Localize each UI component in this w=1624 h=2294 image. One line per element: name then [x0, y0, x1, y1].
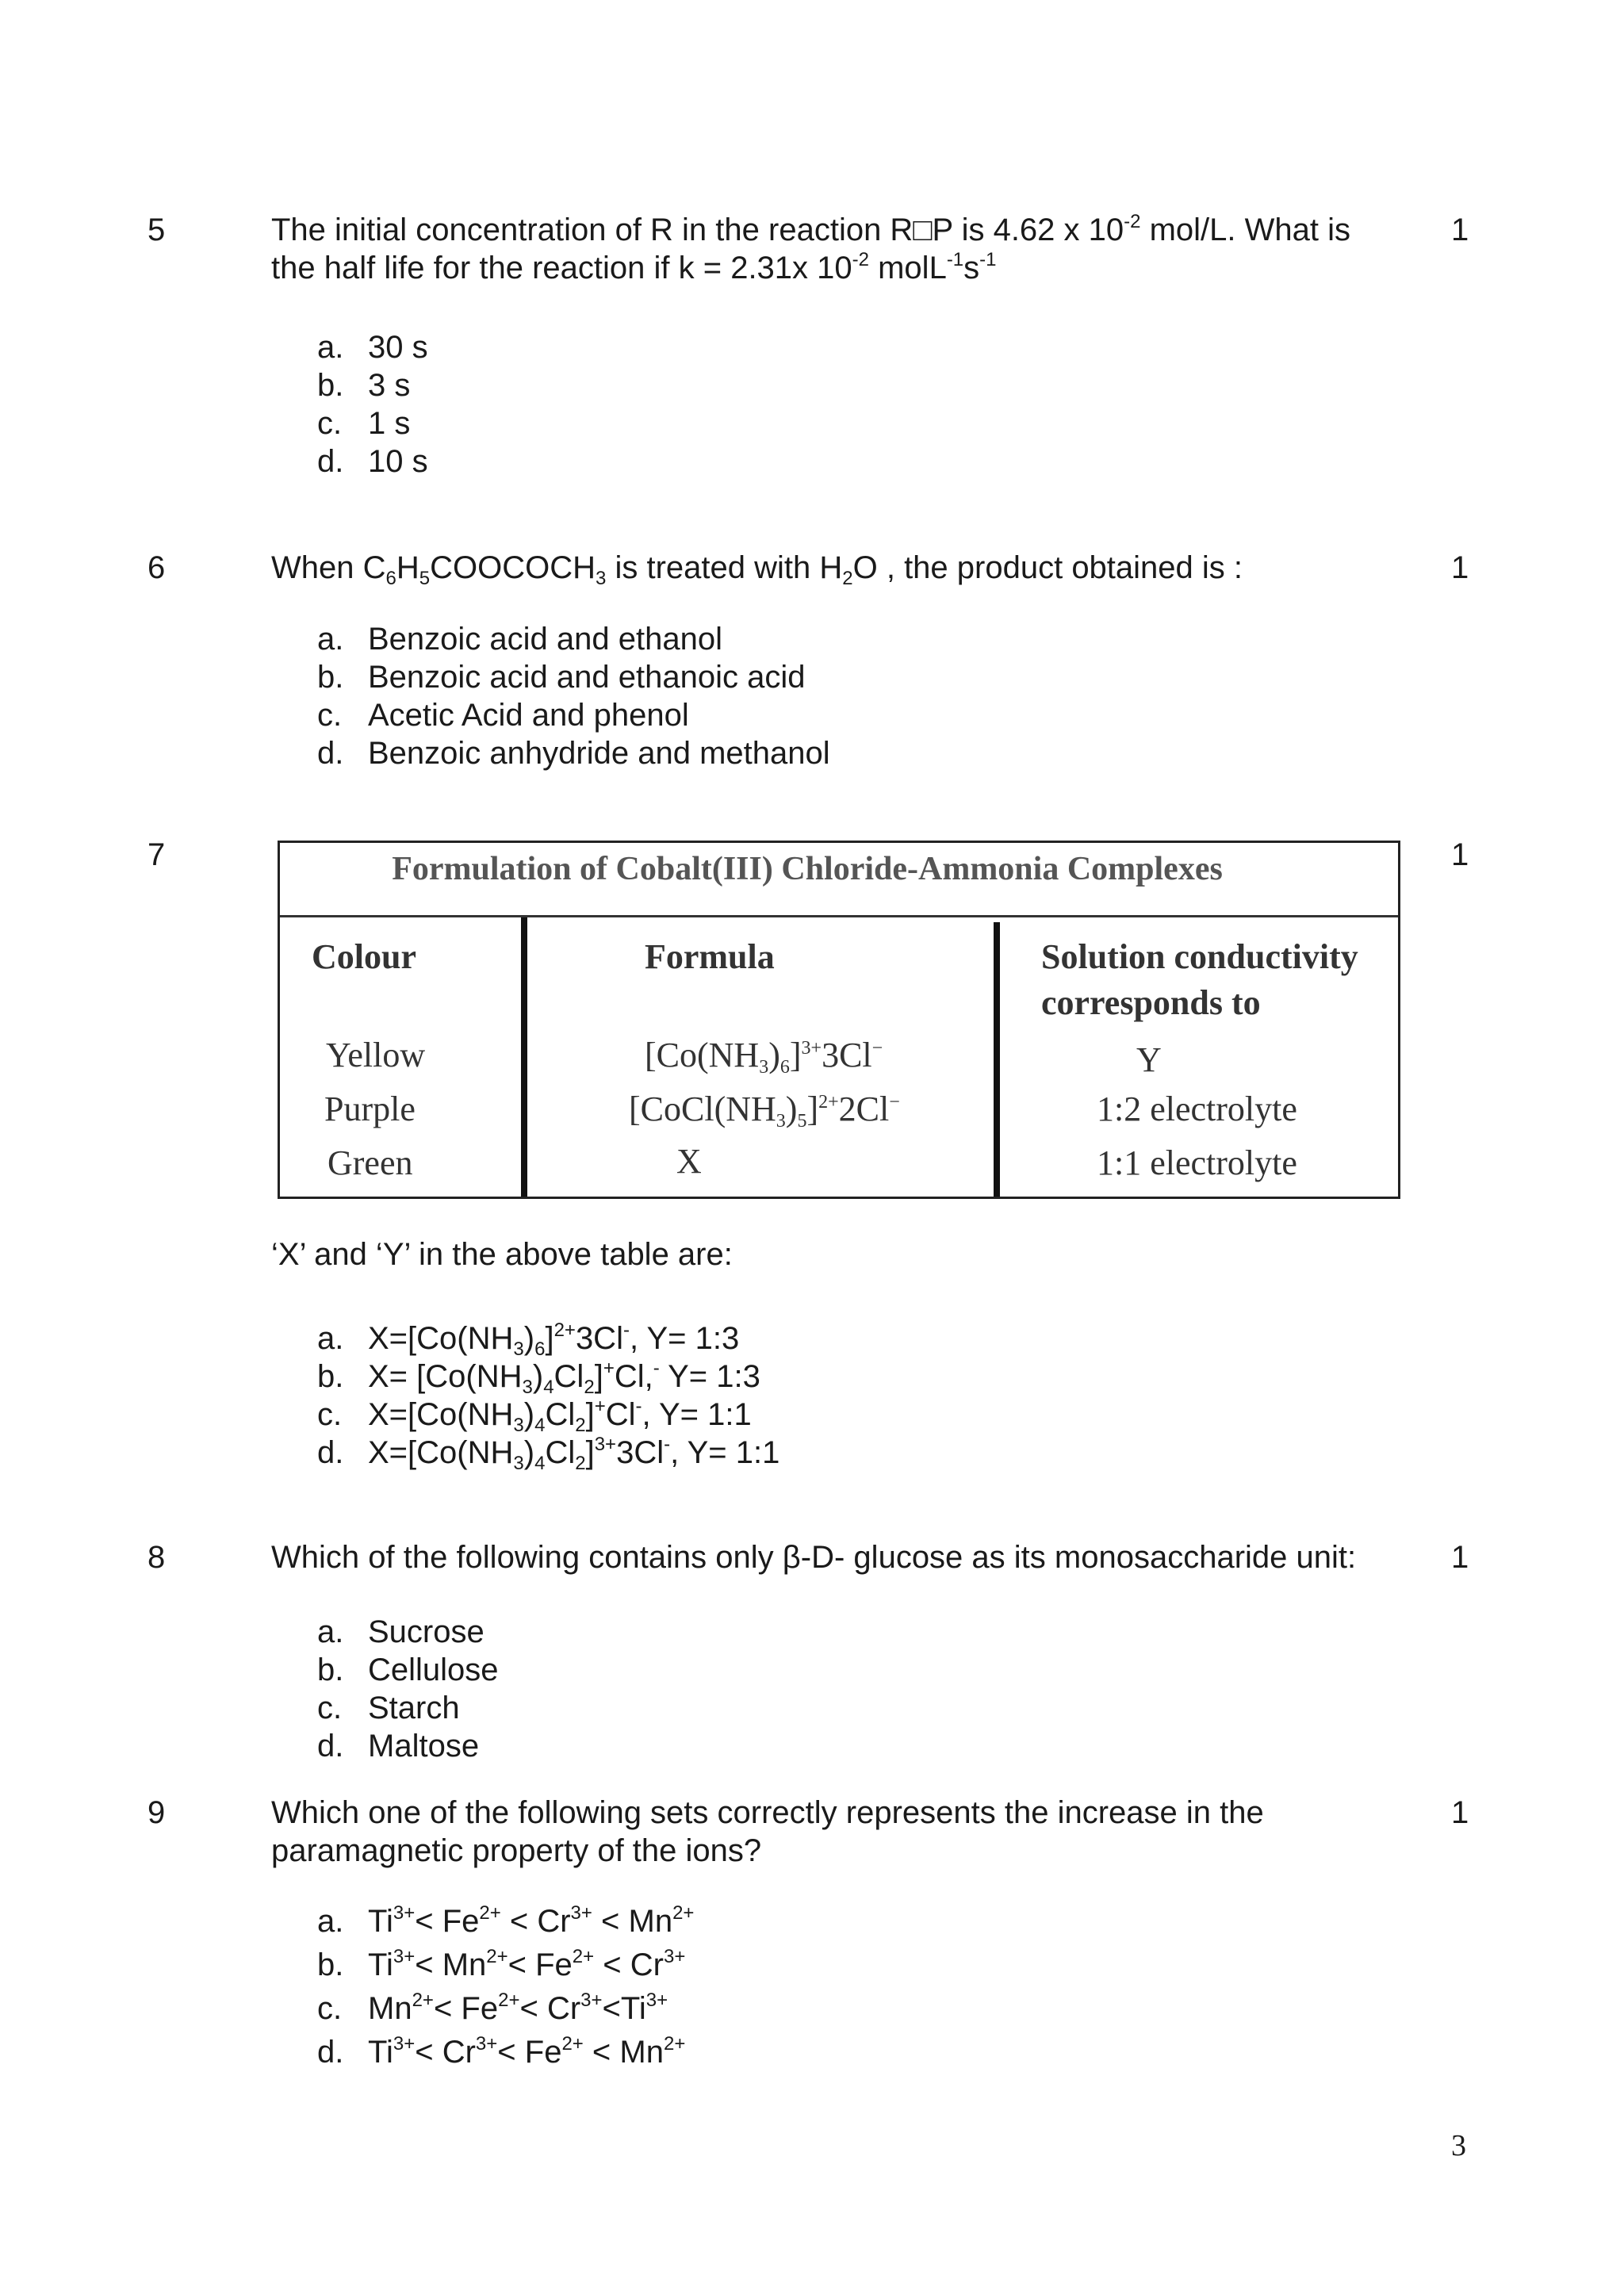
option-c: c. 1 s — [317, 406, 411, 441]
page-number: 3 — [1451, 2129, 1466, 2162]
option-d: d. Maltose — [317, 1729, 480, 1764]
question-marks: 1 — [1451, 1540, 1469, 1575]
option-a: a. 30 s — [317, 330, 428, 365]
question-marks: 1 — [1451, 1795, 1469, 1830]
row-purple-conductivity: 1:2 electrolyte — [1097, 1090, 1297, 1128]
row-green-colour: Green — [327, 1143, 413, 1182]
question-text: When $C_6H_5COOCOCH_3$ is treated with $H_2O$ , the product obtained is : — [271, 550, 1243, 589]
option-d: d. 10 s — [317, 444, 428, 479]
question-stem: ‘X’ and ‘Y’ in the above table are: — [271, 1237, 733, 1272]
row-yellow-conductivity: Y — [1136, 1040, 1162, 1079]
column-divider — [521, 917, 527, 1197]
options-list — [317, 620, 830, 772]
complexes-table — [278, 841, 1400, 1199]
question-text: Which one of the following sets correctly represents the increase in the paramagnetic property of the ions? — [271, 1795, 1264, 1868]
option-b: b. 3 s — [317, 368, 411, 403]
header-formula: Formula — [645, 937, 775, 976]
option-b: b. Benzoic acid and ethanoic acid — [317, 660, 806, 695]
question-text: Which of the following contains only β-D- glucose as its monosaccharide unit: — [271, 1540, 1357, 1575]
options-list — [317, 1319, 779, 1472]
option-a: a. $X=[Co(NH_3)_6]^{2+}3Cl^-$, Y= 1:3 — [317, 1319, 740, 1360]
row-green-formula: X — [676, 1142, 702, 1181]
option-a: a. Sucrose — [317, 1614, 485, 1649]
option-c: c. Starch — [317, 1691, 460, 1725]
row-yellow-formula: $[Co(NH_3)_6]^{3+}3Cl^-$ — [645, 1036, 883, 1078]
options-list — [317, 1613, 499, 1765]
question-marks: 1 — [1451, 550, 1469, 585]
option-b: b. Cellulose — [317, 1653, 499, 1687]
option-c: c. $X=[Co(NH_3)_4Cl_2]^+Cl^-$, Y= 1:1 — [317, 1396, 752, 1436]
options-list — [317, 328, 428, 481]
question-number: 9 — [147, 1795, 166, 1830]
option-b: b. $X= [Co(NH_3)_4Cl_2]^+Cl,^-$ Y= 1:3 — [317, 1358, 760, 1398]
row-green-conductivity: 1:1 electrolyte — [1097, 1143, 1297, 1182]
option-c: c. $Mn^{2+}< Fe^{2+}< Cr^{3+}<Ti^{3+}$ — [317, 1990, 668, 2026]
question-number: 8 — [147, 1540, 166, 1575]
row-yellow-colour: Yellow — [326, 1036, 426, 1074]
question-number: 7 — [147, 837, 166, 872]
option-a: a. Benzoic acid and ethanol — [317, 622, 722, 657]
column-divider — [994, 922, 1000, 1197]
question-number: 6 — [147, 550, 166, 585]
options-list — [317, 1900, 694, 2074]
question-number: 5 — [147, 213, 166, 247]
row-purple-formula: $[CoCl(NH_3)_5]^{2+}2Cl^-$ — [629, 1090, 900, 1132]
option-d: d. Benzoic anhydride and methanol — [317, 736, 830, 771]
table-title: Formulation of Cobalt(III) Chloride-Ammonia Complexes — [280, 843, 1398, 917]
header-conductivity: Solution conductivity — [1041, 937, 1358, 976]
header-conductivity-line2: corresponds to — [1041, 983, 1261, 1022]
header-colour: Colour — [312, 937, 416, 976]
question-marks: 1 — [1451, 837, 1469, 872]
option-d: d. $Ti^{3+}< Cr^{3+}< Fe^{2+} < Mn^{2+}$ — [317, 2033, 686, 2070]
option-a: a. $Ti^{3+}< Fe^{2+} < Cr^{3+} < Mn^{2+}$ — [317, 1902, 695, 1939]
option-c: c. Acetic Acid and phenol — [317, 698, 689, 733]
question-text: The initial concentration of R in the reaction R□P is 4.62 x $10^{-2}$ mol/L. What is the half life for the reaction if k = 2.31x $10^{-2}$ $molL^{-1}s^{-1}$ — [271, 211, 1350, 285]
option-b: b. $Ti^{3+}< Mn^{2+}< Fe^{2+} < Cr^{3+}$ — [317, 1946, 686, 1982]
row-purple-colour: Purple — [324, 1090, 416, 1128]
option-d: d. $X=[Co(NH_3)_4Cl_2]^{3+}3Cl^-$, Y= 1:1 — [317, 1434, 780, 1474]
question-marks: 1 — [1451, 213, 1469, 247]
